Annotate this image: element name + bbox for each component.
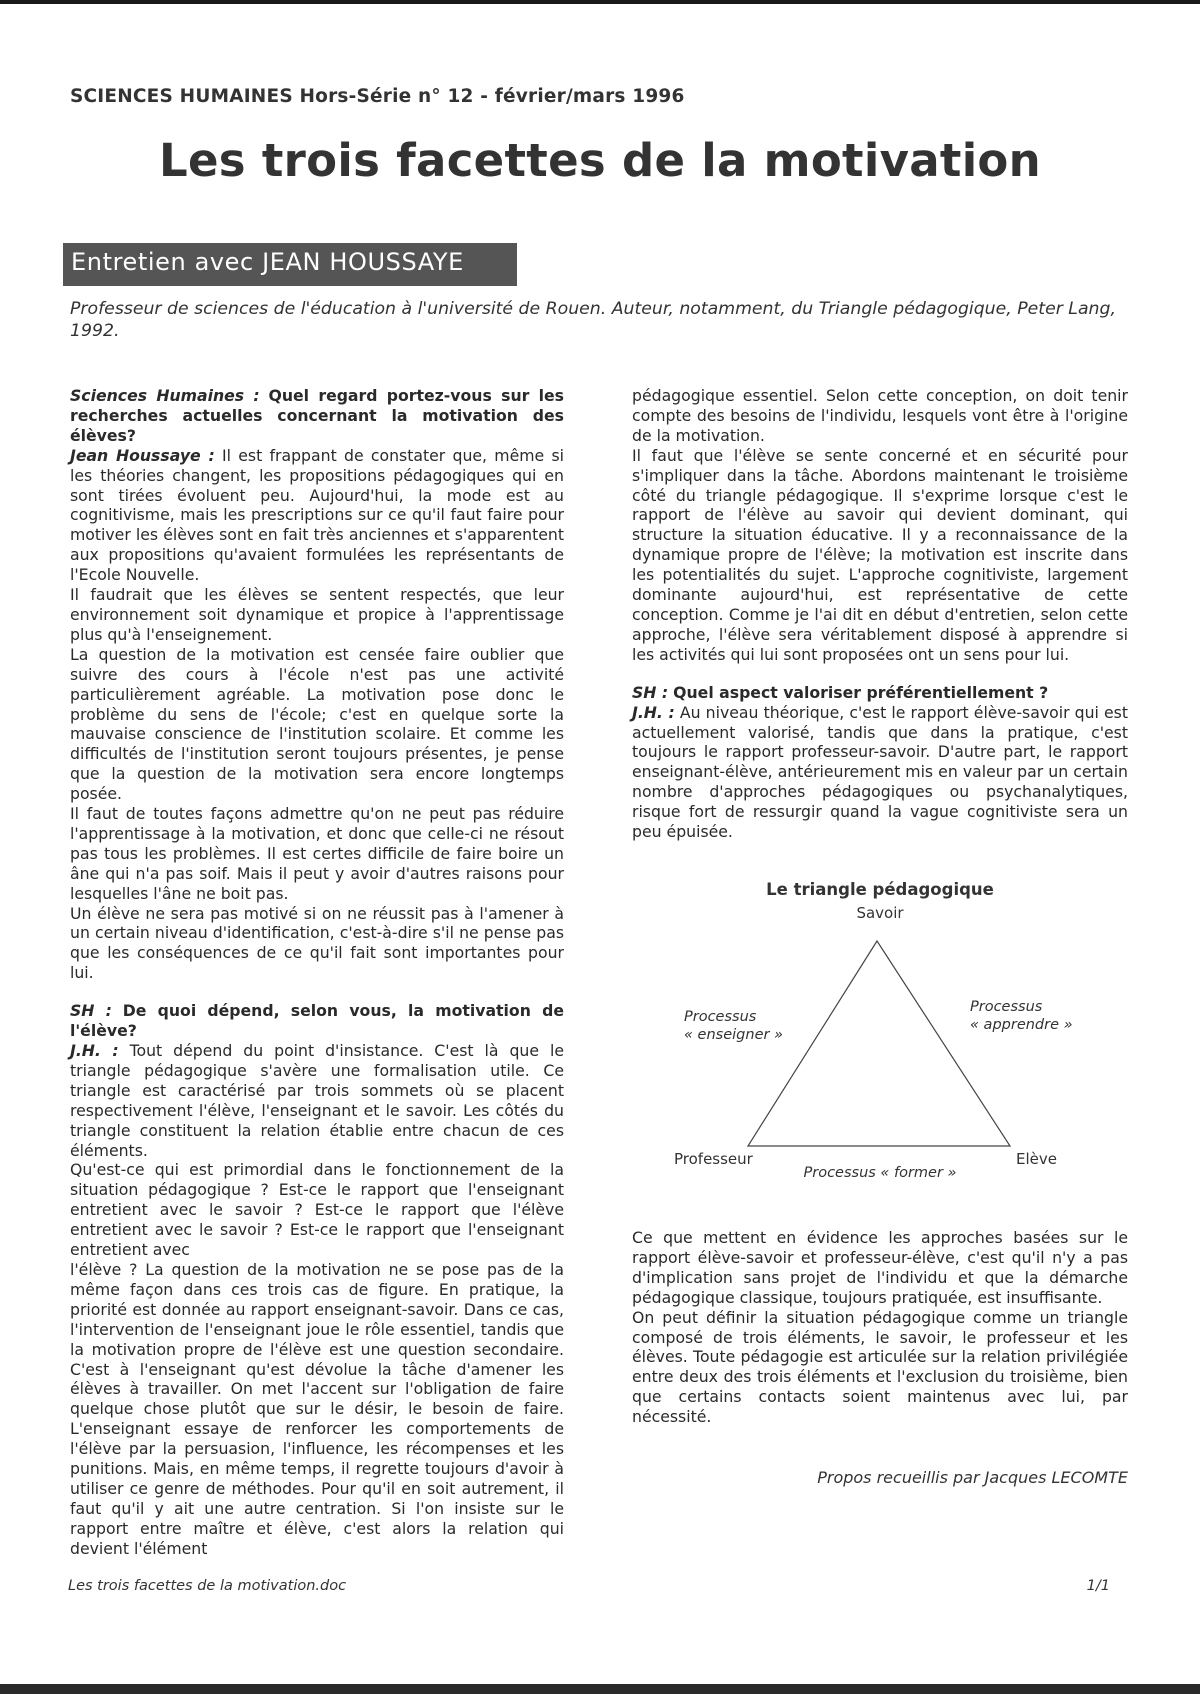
answer-3-paragraph-1 (632, 703, 1128, 842)
answer-1-paragraph-2: Il faudrait que les élèves se sentent respectés, que leur environnement soit dynamique et propice à l'apprentissage plus qu'à l'enseignement. (70, 585, 564, 644)
process-enseigner-line-1: Processus (684, 1009, 757, 1025)
author-bio: Professeur de sciences de l'éducation à l'université de Rouen. Auteur, notamment, du Triangle pédagogique, Peter Lang, 1992. (70, 299, 1116, 341)
pedagogical-triangle-diagram (660, 872, 1100, 1192)
question-2-speaker: SH : (70, 1001, 112, 1021)
apex-eleve-label: Elève (1016, 1150, 1057, 1168)
answer-2-paragraph-2: Qu'est-ce qui est primordial dans le fonctionnement de la situation pédagogique ? Est-ce le rapport que l'enseignant entretient avec le savoir ? Est-ce le rapport que l'élève entretient avec le savoir ? Est-ce le rapport que l'enseignant entretient avec (70, 1160, 564, 1260)
article-title: Les trois facettes de la motivation (159, 134, 1041, 187)
question-1-speaker: Sciences Humaines : (70, 386, 260, 405)
paragraph-gap (632, 665, 1128, 683)
question-2-text: De quoi dépend, selon vous, la motivation de l'élève? (70, 1001, 564, 1041)
answer-3-paragraph-2: Ce que mettent en évidence les approches basées sur le rapport élève-savoir et professeur-élève, c'est qu'il n'y a pas d'implication sans projet de l'individu et que la démarche pédagogique classique, toujours pratiquée, est insuffisante. (632, 1228, 1128, 1307)
interview-banner-label: Entretien avec JEAN HOUSSAYE (71, 248, 464, 276)
question-3-speaker: SH : (632, 682, 669, 702)
right-column-top (632, 386, 1128, 842)
question-1-text: Quel regard portez-vous sur les recherches actuelles concernant la motivation des élèves? (70, 386, 564, 445)
answer-2-paragraph-1 (70, 1041, 564, 1160)
triangle-shape (748, 941, 1010, 1146)
apex-savoir-label: Savoir (856, 904, 904, 922)
process-apprendre-line-2: « apprendre » (970, 1017, 1073, 1033)
process-apprendre-label (970, 998, 1073, 1034)
scan-edge-top (0, 0, 1200, 4)
answer-1-speaker: Jean Houssaye : (70, 445, 215, 465)
question-1 (70, 386, 564, 446)
answer-3-speaker: J.H. : (632, 702, 675, 722)
question-3-text: Quel aspect valoriser préférentiellement ? (673, 682, 1049, 702)
answer-2-paragraph-5: Il faut que l'élève se sente concerné et en sécurité pour s'impliquer dans la tâche. Abordons maintenant le troisième côté du triangle pédagogique. Il s'exprime lorsque c'est le rapport de l'élève au savoir qui devient dominant, qui structure la situation éducative. Il y a reconnaissance de la dynamique propre de l'élève; la motivation est inscrite dans les potentialités du sujet. L'approche cognitiviste, largement dominante aujourd'hui, est représentative de cette conception. Comme je l'ai dit en début d'entretien, selon cette approche, l'élève sera véritablement disposé à apprendre si les activités qui lui sont proposées ont un sens pour lui. (632, 445, 1128, 664)
answer-1-paragraph-1 (70, 446, 564, 585)
answer-3-paragraph-3: On peut définir la situation pédagogique comme un triangle composé de trois éléments, le savoir, le professeur et les élèves. Toute pédagogie est articulée sur la relation privilégiée entre deux des trois éléments et l'exclusion du troisième, bien que certains contacts soient maintenus avec lui, par nécessité. (632, 1307, 1128, 1427)
footer-filename: Les trois facettes de la motivation.doc (68, 1578, 347, 1594)
process-former-label: Processus « former » (803, 1165, 957, 1181)
process-apprendre-line-1: Processus (970, 999, 1043, 1015)
left-column (70, 386, 564, 1559)
right-column-bottom (632, 1228, 1128, 1427)
apex-professeur-label: Professeur (674, 1150, 753, 1168)
answer-1-paragraph-5: Un élève ne sera pas motivé si on ne réussit pas à l'amener à un certain niveau d'identification, c'est-à-dire s'il ne pense pas que les conséquences de ce qu'il fait sont importantes pour lui. (70, 903, 564, 983)
answer-1-text: Il est frappant de constater que, même si les théories changent, les propositions pédagogiques qui en sont tirées évoluent peu. Aujourd'hui, la mode est au cognitivisme, mais les prescriptions sur ce qu'il faut faire pour motiver les élèves sont en fait très anciennes et s'apparentent aux propositions qu'avaient formulées les représentants de l'Ecole Nouvelle. (70, 445, 564, 585)
question-2 (70, 1001, 564, 1041)
process-enseigner-label (684, 1008, 783, 1044)
answer-3-text: Au niveau théorique, c'est le rapport élève-savoir qui est actuellement valorisé, tandis que dans la pratique, c'est toujours le rapport professeur-savoir. D'autre part, le rapport enseignant-élève, antérieurement mis en valeur par un certain nombre d'approches pédagogiques ou psychanalytiques, risque fort de ressurgir quand la vague cognitiviste sera un peu épuisée. (632, 702, 1128, 842)
answer-2-paragraph-3: l'élève ? La question de la motivation ne se pose pas de la même façon dans ces trois cas de figure. En pratique, la priorité est donnée au rapport enseignant-savoir. Dans ce cas, l'intervention de l'enseignant joue le rôle essentiel, tandis que la motivation propre de l'élève est une question secondaire. C'est à l'enseignant qu'est dévolue la tâche d'amener les élèves à travailler. On met l'accent sur l'obligation de faire quelque chose plutôt que sur le désir, le besoin de faire. L'enseignant essaye de renforcer les comportements de l'élève par la persuasion, l'influence, les récompenses et les punitions. Mais, en même temps, il regrette toujours d'avoir à utiliser ce genre de méthodes. Pour qu'il en soit autrement, il faut qu'il y ait une autre centration. Si l'on insiste sur le rapport entre maître et élève, c'est alors la relation qui devient l'élément (70, 1259, 564, 1558)
footer-page-number: 1/1 (1086, 1578, 1110, 1594)
scan-edge-bottom (0, 1684, 1200, 1694)
interview-signature: Propos recueillis par Jacques LECOMTE (817, 1468, 1128, 1487)
masthead: SCIENCES HUMAINES Hors-Série n° 12 - février/mars 1996 (70, 86, 685, 107)
process-enseigner-line-2: « enseigner » (684, 1027, 784, 1043)
answer-1-paragraph-4: Il faut de toutes façons admettre qu'on ne peut pas réduire l'apprentissage à la motivation, et donc que celle-ci ne résout pas tous les problèmes. Il est certes difficile de faire boire un âne qui n'a pas soif. Mais il peut y avoir d'autres raisons pour lesquelles l'âne ne boit pas. (70, 804, 564, 903)
paragraph-gap (70, 983, 564, 1001)
answer-2-text: Tout dépend du point d'insistance. C'est là que le triangle pédagogique s'avère une formalisation utile. Ce triangle est caractérisé par trois sommets où se placent respectivement l'élève, l'enseignant et le savoir. Les côtés du triangle constituent la relation établie entre chacun de ces éléments. (70, 1041, 564, 1160)
diagram-title: Le triangle pédagogique (766, 880, 994, 899)
question-3 (632, 683, 1128, 703)
answer-2-paragraph-4: pédagogique essentiel. Selon cette conception, on doit tenir compte des besoins de l'individu, lesquels vont être à l'origine de la motivation. (632, 386, 1128, 445)
interview-banner (63, 243, 517, 286)
answer-1-paragraph-3: La question de la motivation est censée faire oublier que suivre des cours à l'école n'est pas une activité particulièrement agréable. La motivation pose donc le problème du sens de l'école; c'est en quelque sorte la mauvaise conscience de l'institution scolaire. Et comme les difficultés de l'institution seront toujours présentes, je pense que la question de la motivation sera encore longtemps posée. (70, 644, 564, 804)
answer-2-speaker: J.H. : (70, 1041, 119, 1060)
